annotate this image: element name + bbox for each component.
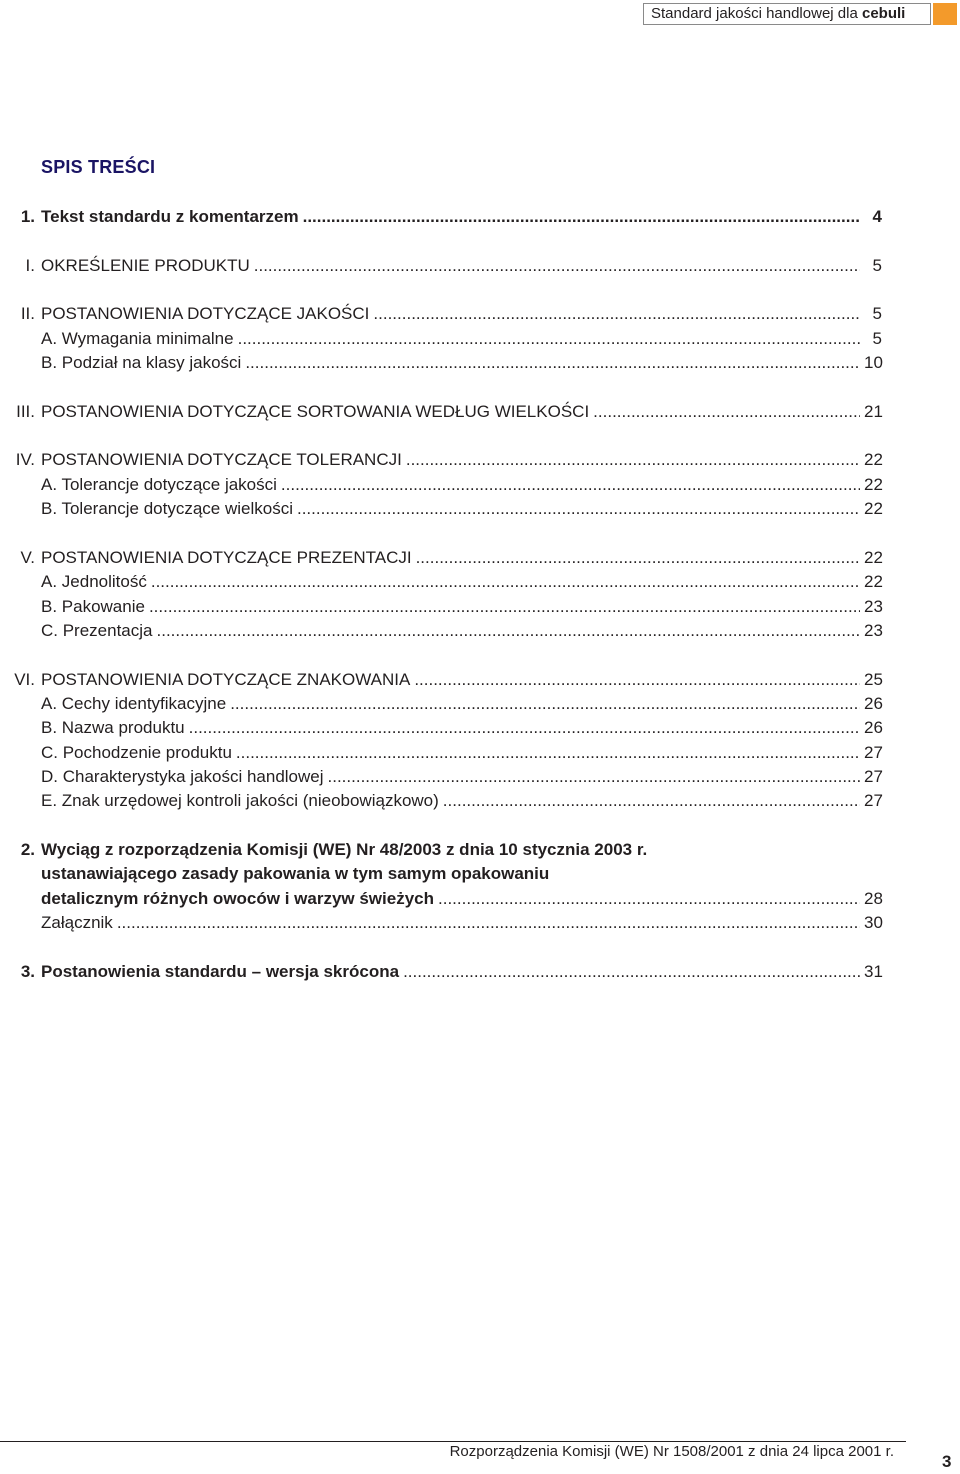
toc-row-section-3[interactable] (0, 960, 882, 984)
toc-row-text: POSTANOWIENIA DOTYCZĄCE SORTOWANIA WEDŁUG WIELKOŚCI (41, 402, 590, 421)
toc-row-section-2-line-2: ustanawiającego zasady pakowania w tym samym opakowaniu (41, 864, 550, 883)
toc-dot-leader (245, 351, 860, 375)
toc-row-text: A. Jednolitość (41, 572, 147, 591)
toc-row[interactable] (0, 327, 882, 351)
toc-row-number: II. (20, 304, 35, 323)
toc-row[interactable] (0, 546, 882, 570)
toc-row[interactable] (0, 205, 882, 229)
toc-title: SPIS TREŚCI (41, 157, 156, 177)
toc-dot-leader (151, 570, 860, 594)
toc-row-page: 23 (864, 621, 883, 640)
toc-dot-leader (117, 911, 860, 935)
toc-row-page: 5 (872, 304, 882, 323)
toc-dot-leader (414, 668, 860, 692)
toc-row[interactable] (0, 692, 882, 716)
toc-row-section-2-line-3[interactable] (0, 887, 882, 911)
toc-row-number: 2. (20, 840, 35, 859)
toc-row[interactable] (0, 473, 882, 497)
toc-row-text: B. Pakowanie (41, 597, 145, 616)
toc-row-page: 25 (864, 670, 883, 689)
toc-row[interactable] (0, 351, 882, 375)
toc-row[interactable] (0, 400, 882, 424)
toc-row-page: 27 (864, 767, 883, 786)
toc-row-page: 26 (864, 718, 883, 737)
toc-dot-leader (157, 619, 861, 643)
toc-row-page: 30 (864, 913, 883, 932)
toc-dot-leader (189, 716, 860, 740)
toc-row-text: POSTANOWIENIA DOTYCZĄCE JAKOŚCI (41, 304, 370, 323)
toc-dot-leader (281, 473, 860, 497)
toc-row-page: 10 (864, 353, 883, 372)
toc-row[interactable] (0, 716, 882, 740)
toc-row[interactable] (0, 595, 882, 619)
toc-row[interactable] (0, 741, 882, 765)
toc-row-section-2[interactable] (0, 838, 882, 862)
running-header (643, 3, 931, 25)
toc-dot-leader (303, 205, 860, 229)
footer-citation: Rozporządzenia Komisji (WE) Nr 1508/2001 z dnia 24 lipca 2001 r. (449, 1443, 894, 1460)
toc-row[interactable] (0, 570, 882, 594)
toc-row-text: B. Nazwa produktu (41, 718, 185, 737)
toc-row[interactable] (0, 789, 882, 813)
toc-dot-leader (406, 448, 860, 472)
toc-row-text: A. Cechy identyfikacyjne (41, 694, 227, 713)
toc-row-text: POSTANOWIENIA DOTYCZĄCE ZNAKOWANIA (41, 670, 411, 689)
toc-dot-leader (254, 254, 860, 278)
toc-row-number: VI. (14, 670, 35, 689)
toc-row-text: Załącznik (41, 913, 113, 932)
toc-dot-leader (443, 789, 860, 813)
toc-row-text: Postanowienia standardu – wersja skrócona (41, 962, 400, 981)
toc-row-page: 22 (864, 572, 883, 591)
toc-row[interactable] (0, 302, 882, 326)
running-header-label: Standard jakości handlowej dla (651, 5, 858, 22)
toc-dot-leader (238, 327, 860, 351)
toc-row-page: 22 (864, 450, 883, 469)
toc-row-page: 31 (864, 962, 883, 981)
toc-dot-leader (297, 497, 860, 521)
toc-row-page: 27 (864, 743, 883, 762)
toc-row-annex[interactable] (0, 911, 882, 935)
toc-row-number: 1. (20, 207, 35, 226)
toc-row-text: C. Pochodzenie produktu (41, 743, 232, 762)
footer-rule (0, 1441, 906, 1442)
toc-row-number: V. (20, 548, 35, 567)
toc-row-text: POSTANOWIENIA DOTYCZĄCE PREZENTACJI (41, 548, 412, 567)
toc-row-text: Wyciąg z rozporządzenia Komisji (WE) Nr 48/2003 z dnia 10 stycznia 2003 r. (41, 840, 648, 859)
toc-row-text: D. Charakterystyka jakości handlowej (41, 767, 324, 786)
header-accent-block (933, 3, 957, 25)
page-number: 3 (942, 1452, 952, 1471)
toc-row-text: C. Prezentacja (41, 621, 153, 640)
toc-row-text: A. Tolerancje dotyczące jakości (41, 475, 277, 494)
toc-row[interactable] (0, 619, 882, 643)
toc-row-page: 5 (872, 256, 882, 275)
toc-row-text: E. Znak urzędowej kontroli jakości (nieobowiązkowo) (41, 791, 439, 810)
toc-row[interactable] (0, 497, 882, 521)
toc-row[interactable] (0, 254, 882, 278)
toc-row-page: 23 (864, 597, 883, 616)
toc-dot-leader (149, 595, 860, 619)
toc-dot-leader (236, 741, 860, 765)
toc-row[interactable] (0, 668, 882, 692)
toc-row-page: 28 (864, 889, 883, 908)
toc-row-text: POSTANOWIENIA DOTYCZĄCE TOLERANCJI (41, 450, 402, 469)
toc-row-text: OKREŚLENIE PRODUKTU (41, 256, 250, 275)
toc-row-text: B. Podział na klasy jakości (41, 353, 242, 372)
toc-row-text: detalicznym różnych owoców i warzyw świeżych (41, 889, 435, 908)
toc-row-page: 5 (872, 329, 882, 348)
toc-row-page: 22 (864, 475, 883, 494)
toc-row-page: 4 (872, 207, 882, 226)
toc-row-page: 22 (864, 548, 883, 567)
toc-dot-leader (230, 692, 860, 716)
toc-dot-leader (373, 302, 860, 326)
toc-row-number: I. (25, 256, 35, 275)
toc-row[interactable] (0, 765, 882, 789)
toc-row-number: IV. (15, 450, 35, 469)
toc-dot-leader (416, 546, 860, 570)
toc-row-page: 27 (864, 791, 883, 810)
toc-row-page: 26 (864, 694, 883, 713)
toc-dot-leader (403, 960, 860, 984)
toc-row-page: 21 (864, 402, 883, 421)
toc-row[interactable] (0, 448, 882, 472)
toc-row-number: III. (16, 402, 35, 421)
toc-row-text: A. Wymagania minimalne (41, 329, 234, 348)
toc-row-page: 22 (864, 499, 883, 518)
toc-row-number: 3. (20, 962, 35, 981)
toc-dot-leader (328, 765, 860, 789)
toc-dot-leader (438, 887, 860, 911)
toc-dot-leader (593, 400, 860, 424)
toc-row-text: B. Tolerancje dotyczące wielkości (41, 499, 293, 518)
toc-row-text: Tekst standardu z komentarzem (41, 207, 299, 226)
running-header-subject: cebuli (861, 5, 906, 22)
